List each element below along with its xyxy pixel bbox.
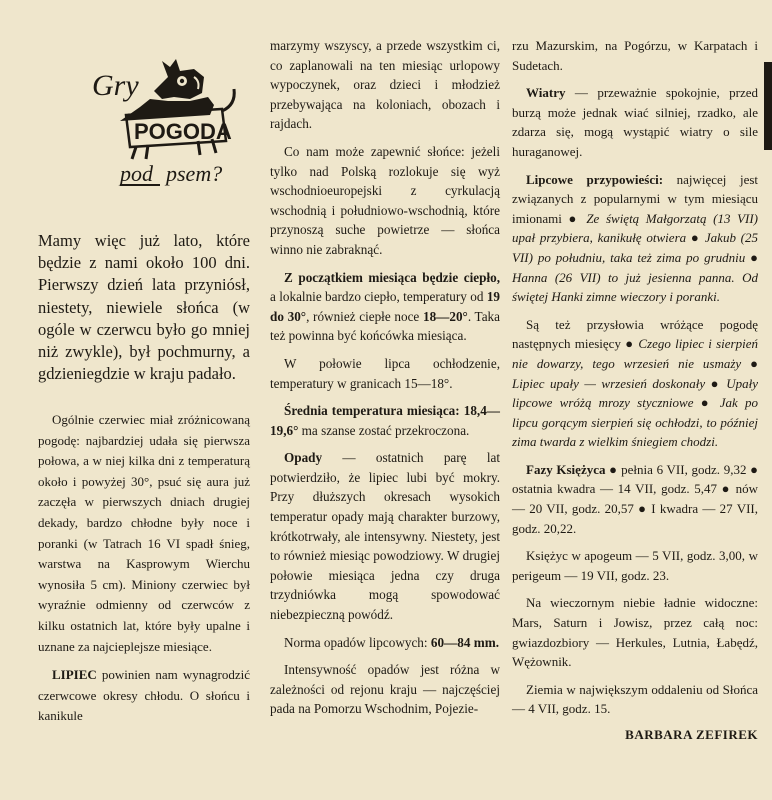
bold-term: Fazy Księżyca xyxy=(526,461,606,477)
page-edge-tab xyxy=(764,62,772,150)
logo-bottom-text: psem? xyxy=(166,161,223,186)
paragraph: Co nam może zapewnić słońce: jeżeli tylko nad Polską rozlokuje się wyż wschodnioeuropejski z cyrkulacją wschodnią i południowo-wschodnią, które przynoszą suche powietrze — słońca winno nie zabraknąć. xyxy=(270,143,500,257)
paragraph: Księżyc w apogeum — 5 VII, godz. 3,00, w perigeum — 19 VII, godz. 23. xyxy=(512,548,758,583)
author-signature: BARBARA ZEFIREK xyxy=(625,727,758,742)
header-logo xyxy=(90,55,242,190)
paragraph xyxy=(512,315,758,452)
paragraph xyxy=(270,633,500,653)
paragraph xyxy=(512,170,758,307)
column-1-body xyxy=(38,410,250,727)
paragraph: Na wieczornym niebie ładnie widoczne: Mars, Saturn i Jowisz, przez całą noc: gwiazdozbiory — Herkules, Lutnia, Łabędź, Wężownik. xyxy=(512,595,758,670)
bold-term: Średnia temperatura miesiąca: 18,4—19,6° xyxy=(270,403,500,438)
paragraph: marzymy wszyscy, a przede wszystkim ci, co zaplanowali na ten miesiąc urlopowy wypoczynek, oraz dzieci i młodzież przebywająca na koloniach, obozach i rajdach. xyxy=(270,38,500,132)
bold-term: 18—20° xyxy=(422,308,468,324)
paragraph-text: a lokalnie bardzo ciepło, temperatury od xyxy=(270,289,487,305)
paragraph-text: , również ciepłe noce xyxy=(306,308,423,324)
bold-term: 19 do 30° xyxy=(270,289,500,324)
italic-proverbs: Ze świętą Małgorzatą (13 VII) upał przybiera, kanikułę otwiera ● Jakub (25 VII) po południu, taka też zima po grudniu ● Hanna (26 VII) to już jesienna panna. Od świętej Hanki zimne wieczory i poranki. xyxy=(512,210,758,305)
paragraph: Ziemia w największym oddaleniu od Słońca — 4 VII, godz. 15. xyxy=(512,681,758,717)
lead-text: Mamy więc już lato, które będzie z nami około 100 dni. Pierwszy dzień lata przyniósł, niestety, niewiele słońca (w ogóle w czerwcu było go mniej niż zwykle), był pochmurny, a gdzieniegdzie w kraju padało. xyxy=(38,231,250,384)
bold-term: 60—84 mm. xyxy=(430,634,499,650)
paragraph xyxy=(38,665,250,727)
paragraph: rzu Mazurskim, na Pogórzu, w Karpatach i Sudetach. xyxy=(512,38,758,73)
italic-proverbs: Czego lipiec i sierpień nie dowarzy, tego wrzesień nie usmaży ● Lipiec upały — wrzesień doskonały ● Upały lipcowe wróżą mrozy styczniowe ● Jak po lipcu gorącym sierpień się ochłodzi, to później zima twarda z wielkim śniegiem chodzi. xyxy=(512,336,758,450)
paragraph xyxy=(512,83,758,161)
paragraph-text: — przeważnie spokojnie, przed burzą może jednak wiać silniej, rzadko, ale zdarza się, mogą wystąpić wiatry o sile huraganowej. xyxy=(512,85,758,159)
paragraph: Intensywność opadów jest różna w zależności od rejonu kraju — najczęściej pada na Pomorzu Wschodnim, Pojezie- xyxy=(270,662,500,717)
paragraph: Ogólnie czerwiec miał zróżnicowaną pogodę: najbardziej udała się pierwsza połowa, a w niej kilka dni z temperaturą około i powyżej 30°, psuć się aura już zaczęła w pierwszych dniach drugiej dekady, bardzo chłodne były noce i poranki (w Tatrach 16 VI spadł śnieg, warstwa na Kasprowym Wierchu wynosiła 5 cm). Miniony czerwiec był wyraźnie odmienny od czerwców z kilku ostatnich lat, które były upalne i uznane za najcieplejsze miesiące. xyxy=(38,412,250,654)
bold-term: Opady xyxy=(284,450,323,466)
bold-term: LIPIEC xyxy=(52,667,97,683)
logo-main-text: POGODA xyxy=(134,119,232,144)
paragraph-text: Są też przysłowia wróżące pogodę następnych miesięcy ● xyxy=(512,316,758,352)
column-2 xyxy=(270,36,500,719)
paragraph-text: — ostatnich parę lat potwierdziło, że lipiec lubi być mokry. Przy dłuższych okresach wysokich temperatur opady mają charakter burzowy, krótkotrwały, ale intensywny. Niestety, jest to również miesiąc powodziowy. W drugiej połowie miesiąca jedna czy druga trzydniówka mogą spowodować niebezpieczną powódź. xyxy=(270,450,500,623)
bold-term: Lipcowe przypowieści: xyxy=(526,171,664,187)
bold-term: Z początkiem miesiąca będzie ciepło, xyxy=(284,269,500,285)
paragraph-text: najwięcej jest związanych z popularnymi w tym miesiącu imionami ● xyxy=(512,171,759,226)
paragraph xyxy=(270,448,500,624)
paragraph-text: ma szanse zostać przekroczona. xyxy=(298,422,470,438)
paragraph-text: Norma opadów lipcowych: xyxy=(284,634,431,650)
column-3 xyxy=(512,36,758,745)
logo-under-text: pod xyxy=(120,161,153,186)
dog-logo-icon xyxy=(90,55,242,190)
logo-top-text: Gry xyxy=(92,69,139,102)
paragraph: W połowie lipca ochłodzenie, temperatury w granicach 15—18°. xyxy=(270,355,500,391)
paragraph-text: powinien nam wynagrodzić czerwcowe okresy chłodu. O słońcu i kanikule xyxy=(38,667,250,724)
paragraph xyxy=(270,401,500,440)
bold-term: Wiatry xyxy=(526,85,566,101)
lead-paragraph xyxy=(38,230,250,385)
paragraph xyxy=(512,460,758,538)
paragraph-text: ● pełnia 6 VII, godz. 9,32 ● ostatnia kwadra — 14 VII, godz. 5,47 ● nów — 20 VII, godz. 20,57 ● I kwadra — 27 VII, godz. 20,22. xyxy=(512,461,758,536)
paragraph xyxy=(270,268,500,346)
paragraph-text: . Taka też powinna być końcówka miesiąca. xyxy=(270,308,500,344)
